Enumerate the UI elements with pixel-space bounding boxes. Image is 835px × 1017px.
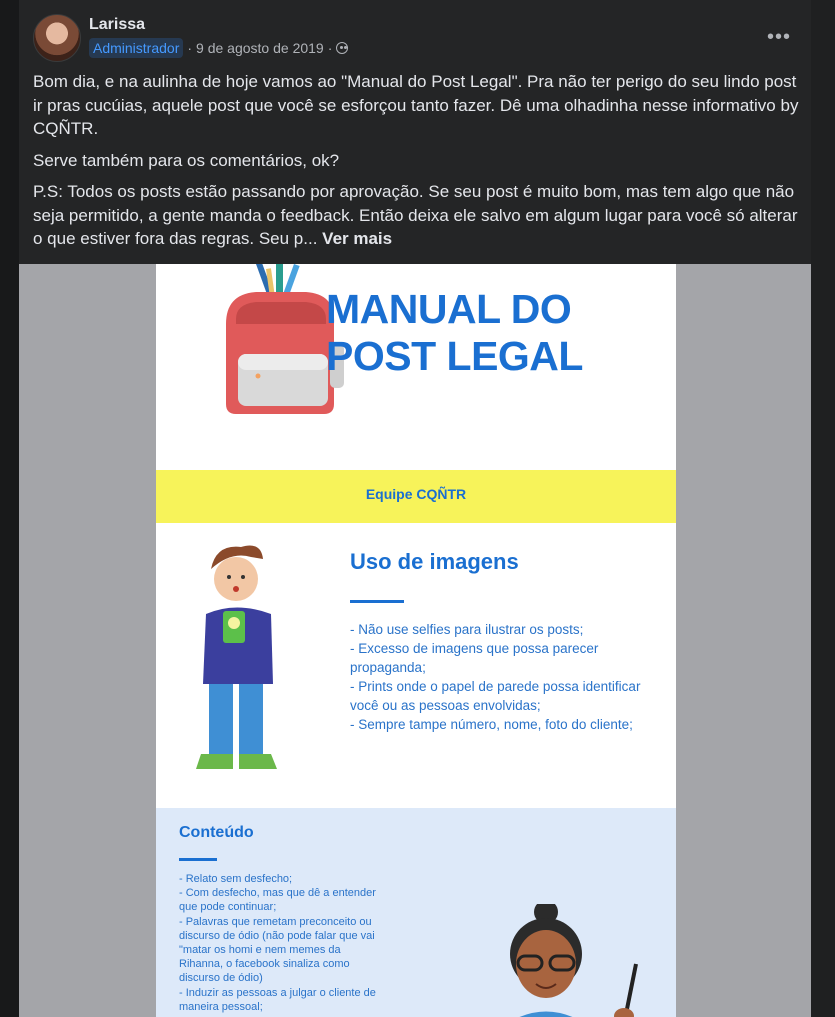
see-more-link[interactable]: Ver mais <box>322 229 393 248</box>
role-badge[interactable]: Administrador <box>89 38 183 58</box>
author-name[interactable]: Larissa <box>89 16 146 33</box>
post-paragraph-text: P.S: Todos os posts estão passando por aprovação. Se seu post é muito bom, mas tem algo que não seja permitido, a gente manda o feedback. Então deixa ele salvo em algum lugar para você só alterar o que estiver fora das regras. Seu p... <box>33 182 798 248</box>
team-label: Equipe CQÑTR <box>365 486 467 502</box>
boy-eating-illustration-icon <box>191 539 301 779</box>
conteudo-rules-list <box>179 872 379 1014</box>
post-text <box>33 70 803 259</box>
list-item: - Com desfecho, mas que dê a entender que pode continuar; <box>179 887 376 914</box>
list-item: - Excesso de imagens que possa parecer propaganda; <box>350 641 599 675</box>
section-title-uso: Uso de imagens <box>350 549 519 574</box>
post-paragraph: Serve também para os comentários, ok? <box>33 150 340 170</box>
list-item: - Prints onde o papel de parede possa identificar você ou as pessoas envolvidas; <box>350 679 641 713</box>
post-date[interactable]: 9 de agosto de 2019 <box>196 40 324 56</box>
poster-title-line2: POST LEGAL <box>326 333 583 379</box>
section-divider <box>179 858 217 861</box>
uso-rules-list <box>350 620 650 734</box>
right-scroll-area <box>811 0 835 1017</box>
backpack-icon <box>206 264 346 424</box>
post-meta <box>89 38 348 58</box>
more-options-icon[interactable]: ••• <box>766 26 791 48</box>
teacher-illustration-icon <box>496 904 666 1017</box>
list-item: - Induzir as pessoas a julgar o cliente de maneira pessoal; <box>179 986 376 1013</box>
post-header <box>33 14 793 62</box>
avatar[interactable] <box>33 14 81 62</box>
list-item: - Relato sem desfecho; <box>179 873 293 885</box>
meta-separator: · <box>187 40 193 56</box>
post-image[interactable] <box>19 264 811 1017</box>
audience-globe-icon[interactable] <box>336 42 348 54</box>
poster-title-line1: MANUAL DO <box>326 286 572 332</box>
section-title-conteudo: Conteúdo <box>179 824 254 841</box>
post-card <box>19 0 811 1017</box>
poster-title <box>326 286 583 380</box>
list-item: - Sempre tampe número, nome, foto do cliente; <box>350 717 633 732</box>
meta-separator: · <box>327 40 333 56</box>
infographic <box>156 264 676 1017</box>
list-item: - Não use selfies para ilustrar os posts; <box>350 622 584 637</box>
list-item: - Palavras que remetam preconceito ou discurso de ódio (não pode falar que vai "matar os homi e nem memes da Rihanna, o facebook sinaliza como discurso de ódio) <box>179 915 375 985</box>
section-divider <box>350 600 404 603</box>
post-paragraph <box>33 180 803 251</box>
post-paragraph: Bom dia, e na aulinha de hoje vamos ao "Manual do Post Legal". Pra não ter perigo do seu lindo post ir pras cucúias, aquele post que você se esforçou tanto fazer. Dê uma olhadinha nesse informativo by CQÑTR. <box>33 72 799 138</box>
